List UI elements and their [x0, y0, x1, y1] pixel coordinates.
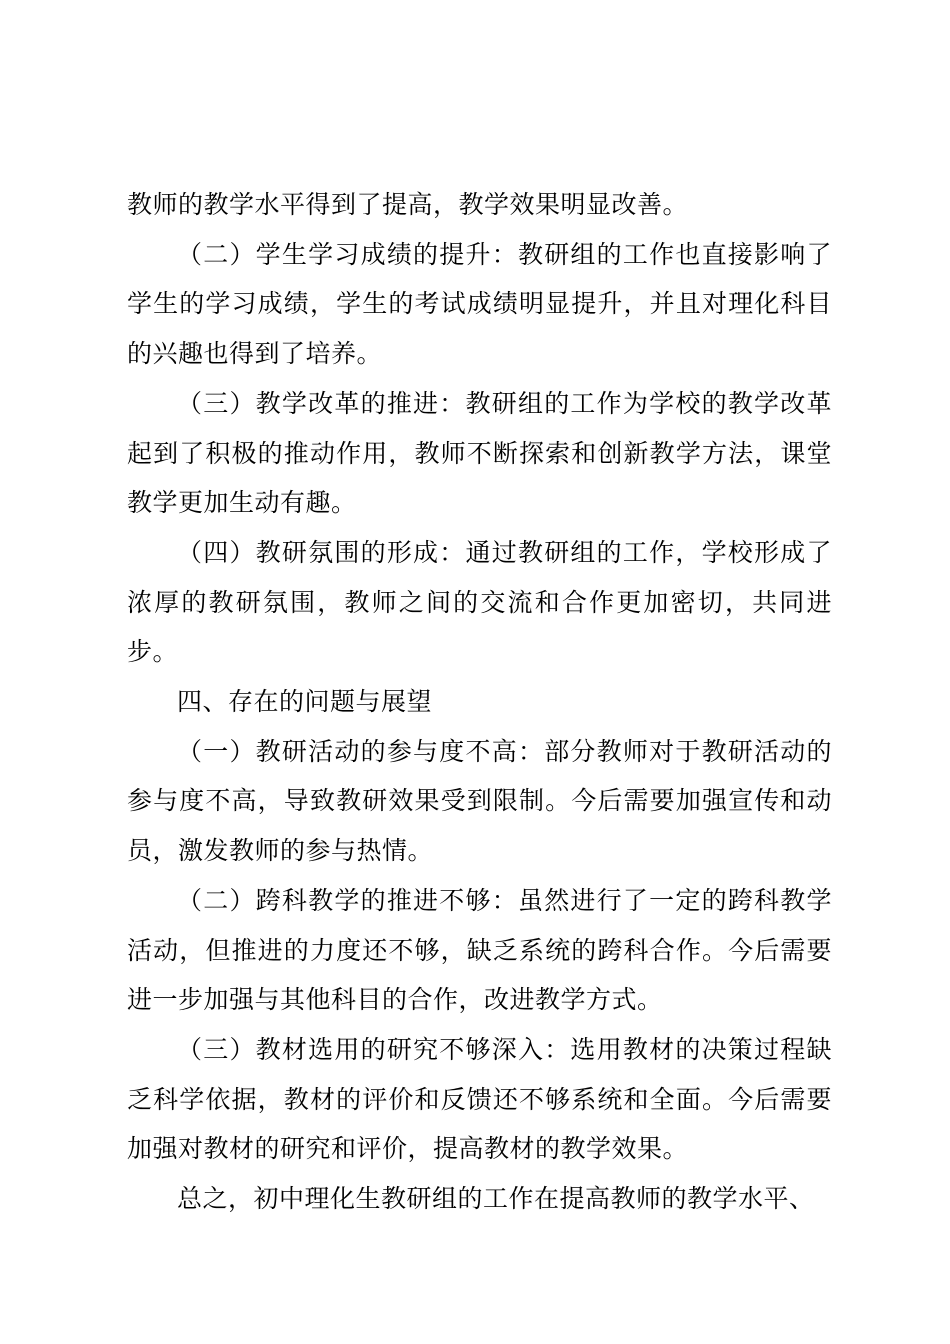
paragraph-item-two: （二）学生学习成绩的提升：教研组的工作也直接影响了学生的学习成绩，学生的考试成绩明显提升，并且对理化科目的兴趣也得到了培养。	[127, 239, 832, 369]
paragraph-problem-three: （三）教材选用的研究不够深入：选用教材的决策过程缺乏科学依据，教材的评价和反馈还不够系统和全面。今后需要加强对教材的研究和评价，提高教材的教学效果。	[127, 1034, 832, 1164]
paragraph-problem-two: （二）跨科教学的推进不够：虽然进行了一定的跨科教学活动，但推进的力度还不够，缺乏系统的跨科合作。今后需要进一步加强与其他科目的合作，改进教学方式。	[127, 885, 832, 1015]
paragraph-continuation: 教师的教学水平得到了提高，教学效果明显改善。	[127, 190, 689, 219]
section-heading-four: 四、存在的问题与展望	[177, 687, 433, 717]
paragraph-problem-one: （一）教研活动的参与度不高：部分教师对于教研活动的参与度不高，导致教研效果受到限制。今后需要加强宣传和动员，激发教师的参与热情。	[127, 736, 832, 866]
paragraph-item-four: （四）教研氛围的形成：通过教研组的工作，学校形成了浓厚的教研氛围，教师之间的交流和合作更加密切，共同进步。	[127, 537, 832, 667]
paragraph-summary: 总之，初中理化生教研组的工作在提高教师的教学水平、	[177, 1184, 815, 1214]
paragraph-item-three: （三）教学改革的推进：教研组的工作为学校的教学改革起到了积极的推动作用，教师不断探索和创新教学方法，课堂教学更加生动有趣。	[127, 388, 832, 518]
document-body	[127, 180, 832, 1224]
